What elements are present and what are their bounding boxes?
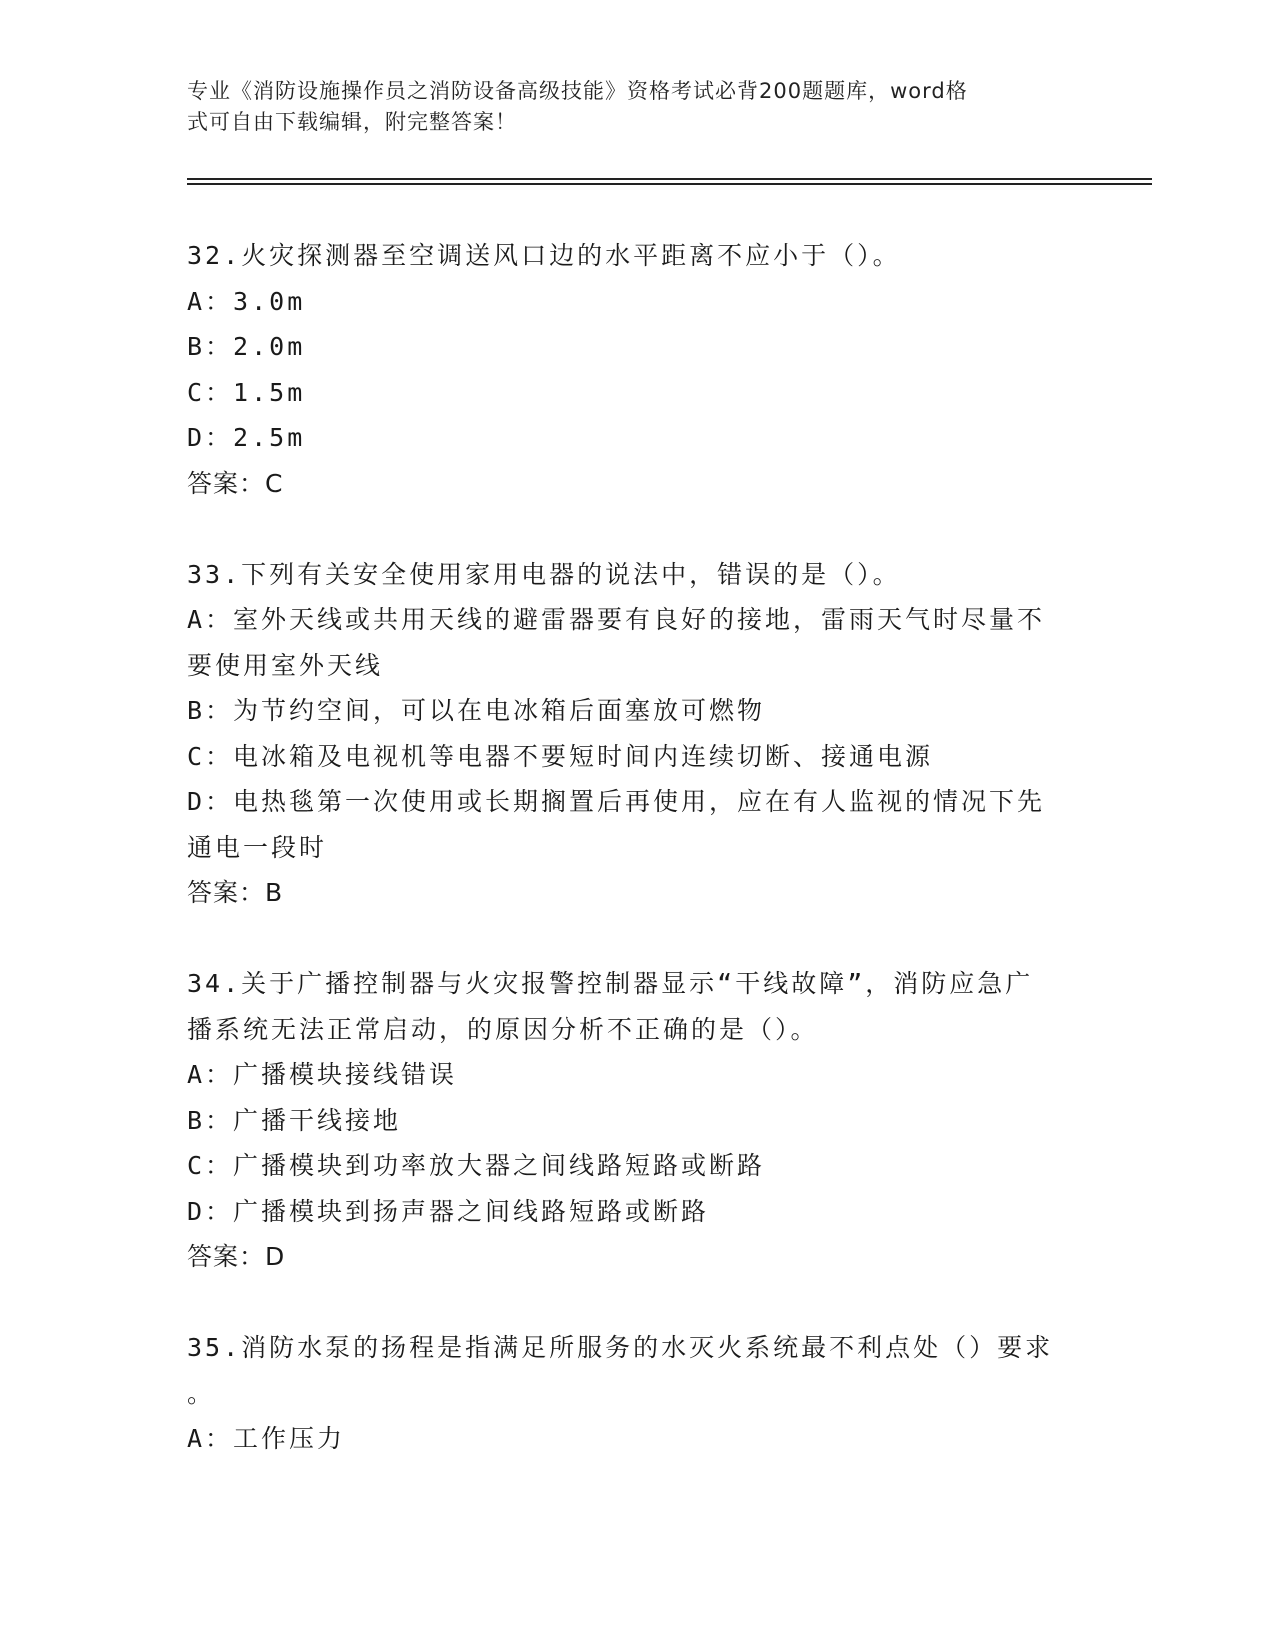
- option-a: A：广播模块接线错误: [187, 1060, 458, 1089]
- header-line-1: 专业《消防设施操作员之消防设备高级技能》资格考试必背200题题库，word格: [187, 79, 968, 103]
- option-a: A：工作压力: [187, 1424, 346, 1453]
- answer-label: 答案：D: [187, 1242, 286, 1271]
- question-32: [187, 233, 1087, 506]
- question-stem: 32.火灾探测器至空调送风口边的水平距离不应小于（）。: [187, 241, 901, 270]
- option-d-continued: 通电一段时: [187, 832, 328, 862]
- question-34: [187, 961, 1087, 1280]
- option-d: D：电热毯第一次使用或长期搁置后再使用，应在有人监视的情况下先: [187, 787, 1046, 816]
- question-list: [187, 233, 1087, 1462]
- option-d: D：2.5m: [187, 423, 306, 452]
- header-divider-bottom: [187, 183, 1152, 185]
- question-stem: 35.消防水泵的扬程是指满足所服务的水灭火系统最不利点处（）要求: [187, 1333, 1054, 1362]
- header-line-2: 式可自由下载编辑，附完整答案！: [187, 110, 517, 134]
- option-b: B：广播干线接地: [187, 1105, 402, 1135]
- option-b: B：为节约空间，可以在电冰箱后面塞放可燃物: [187, 696, 766, 725]
- question-stem: 34.关于广播控制器与火灾报警控制器显示“干线故障”，消防应急广: [187, 969, 1034, 998]
- option-a: A：室外天线或共用天线的避雷器要有良好的接地，雷雨天气时尽量不: [187, 605, 1046, 634]
- option-d: D：广播模块到扬声器之间线路短路或断路: [187, 1196, 710, 1226]
- question-spacer: [187, 506, 1087, 552]
- question-stem-continued: 。: [187, 1378, 216, 1408]
- option-c: C：广播模块到功率放大器之间线路短路或断路: [187, 1151, 766, 1180]
- question-spacer: [187, 916, 1087, 962]
- question-33: [187, 552, 1087, 916]
- question-stem-continued: 播系统无法正常启动，的原因分析不正确的是（）。: [187, 1014, 819, 1044]
- option-c: C：1.5m: [187, 377, 306, 407]
- answer-label: 答案：C: [187, 468, 284, 498]
- question-stem: 33.下列有关安全使用家用电器的说法中，错误的是（）。: [187, 559, 901, 589]
- document-header: [187, 76, 1067, 138]
- header-divider-top: [187, 178, 1152, 180]
- option-a: A：3.0m: [187, 286, 306, 316]
- answer-label: 答案：B: [187, 878, 284, 907]
- option-b: B：2.0m: [187, 332, 306, 361]
- option-a-continued: 要使用室外天线: [187, 650, 384, 680]
- question-35: [187, 1325, 1087, 1462]
- question-spacer: [187, 1280, 1087, 1326]
- option-c: C：电冰箱及电视机等电器不要短时间内连续切断、接通电源: [187, 741, 934, 771]
